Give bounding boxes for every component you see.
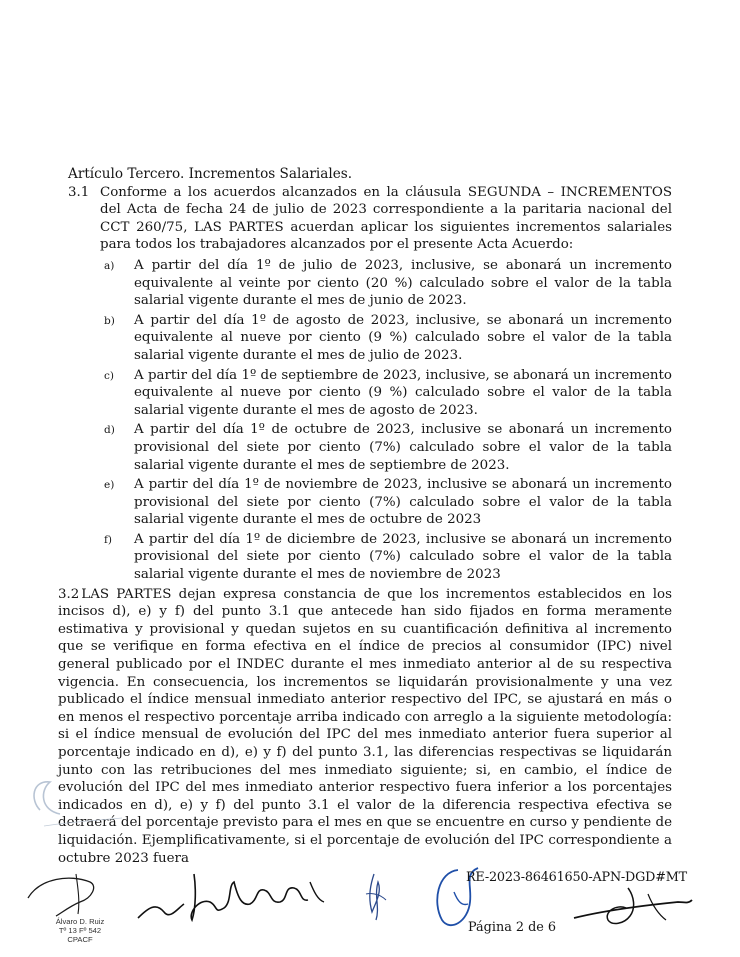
list-item-text: A partir del día 1º de noviembre de 2023, inclusive se abonará un incremento provisional del siete por ciento (7%) calculado sobre el valor de la tabla salarial vigente durante el mes de octubre de 2023: [134, 477, 672, 528]
list-item-letter: c): [104, 369, 114, 382]
list-item: [100, 257, 672, 310]
list-item-letter: b): [104, 314, 115, 327]
list-item: [100, 421, 672, 474]
section-lead: LAS PARTES dejan expresa constancia de que los incrementos establecidos en los incisos d), e) y f): [58, 586, 672, 620]
stamp-line: CPACF: [67, 934, 93, 944]
increment-list: [100, 257, 672, 584]
list-item-letter: f): [104, 533, 112, 546]
page-number: Página 2 de 6: [468, 920, 557, 935]
article-heading: Artículo Tercero. Incrementos Salariales.: [68, 166, 353, 182]
document-body: [58, 166, 672, 867]
list-item: [100, 531, 672, 584]
signature-1: [20, 868, 110, 918]
lawyer-stamp: [44, 918, 116, 944]
section-paragraph: Conforme a los acuerdos alcanzados en la cláusula SEGUNDA – INCREMENTOS del Acta de fecha 24 de julio de 2023 correspondiente a la paritaria nacional del CCT 260/75, LAS PARTES acuerdan aplicar los siguientes incrementos salariales para todos los trabajadores alcanzados por el presente Acta Acuerdo:: [100, 184, 672, 253]
stamp-line: Tº 13 Fº 542: [58, 925, 102, 935]
list-item-text: A partir del día 1º de octubre de 2023, inclusive se abonará un incremento provisional del siete por ciento (7%) calculado sobre el valor de la tabla salarial vigente durante el mes de septiembre de 2023.: [134, 422, 672, 473]
signature-5: [568, 884, 698, 932]
document-reference: RE-2023-86461650-APN-DGD#MT: [466, 870, 687, 885]
list-item-letter: a): [104, 259, 115, 272]
section-3-2: [58, 586, 672, 868]
stamp-faint: [10, 770, 130, 870]
section-paragraph: del punto 3.1 que antecede han sido fijados en forma meramente estimativa y provisional y quedan sujetos en su cuantificación definitiva al incremento que se verifique en forma efectiva en el índice de precios al consumidor (IPC) nivel general publicado por el INDEC durante el mes inmediato anterior al de su respectiva vigencia. En consecuencia, los incrementos se liquidarán provisionalmente y una vez publicado el índice mensual inmediato anterior respectivo del IPC, se ajustará en más o en menos el respectivo porcentaje arriba indicado con arreglo a la siguiente metodología: si el índice mensual de evolución del IPC del mes inmediato anterior fuera superior al porcentaje indicado en d), e) y f) del punto 3.1, las diferencias respectivas se liquidarán junto con las retribuciones del mes inmediato siguiente; si, en cambio, el índice de evolución del IPC del mes inmediato anterior respectivo fuera inferior a los porcentajes indicados en d), e) y f) del punto 3.1 el valor de la diferencia respectiva efectiva se detraerá del porcentaje previsto para el mes en que se encuentre en curso y pendiente de liquidación. Ejemplificativamente, si el porcentaje de evolución del IPC correspondiente a octubre 2023 fuera: [58, 604, 672, 866]
list-item: [100, 312, 672, 365]
signature-2: [134, 868, 334, 928]
list-item-text: A partir del día 1º de diciembre de 2023, inclusive se abonará un incremento provisional del siete por ciento (7%) calculado sobre el valor de la tabla salarial vigente durante el mes de noviembre de 2023: [134, 531, 672, 583]
signature-3: [360, 872, 390, 924]
list-item-letter: d): [104, 424, 115, 437]
list-item-letter: e): [104, 479, 115, 492]
list-item: [100, 367, 672, 420]
section-number: 3.1: [68, 184, 90, 200]
section-number: 3.2: [58, 586, 80, 602]
list-item: [100, 476, 672, 529]
list-item-text: A partir del día 1º de agosto de 2023, inclusive, se abonará un incremento equivalente al nueve por ciento (9 %) calculado sobre el valor de la tabla salarial vigente durante el mes de julio de 2023.: [134, 312, 672, 363]
stamp-line: Álvaro D. Ruiz: [55, 917, 105, 926]
section-3-1: [68, 184, 672, 254]
list-item-text: A partir del día 1º de julio de 2023, inclusive, se abonará un incremento equivalente al veinte por ciento (20 %) calculado sobre el valor de la tabla salarial vigente durante el mes de junio de 2023.: [134, 257, 672, 309]
list-item-text: A partir del día 1º de septiembre de 2023, inclusive, se abonará un incremento equivalente al nueve por ciento (9 %) calculado sobre el valor de la tabla salarial vigente durante el mes de agosto de 2023.: [134, 367, 672, 418]
